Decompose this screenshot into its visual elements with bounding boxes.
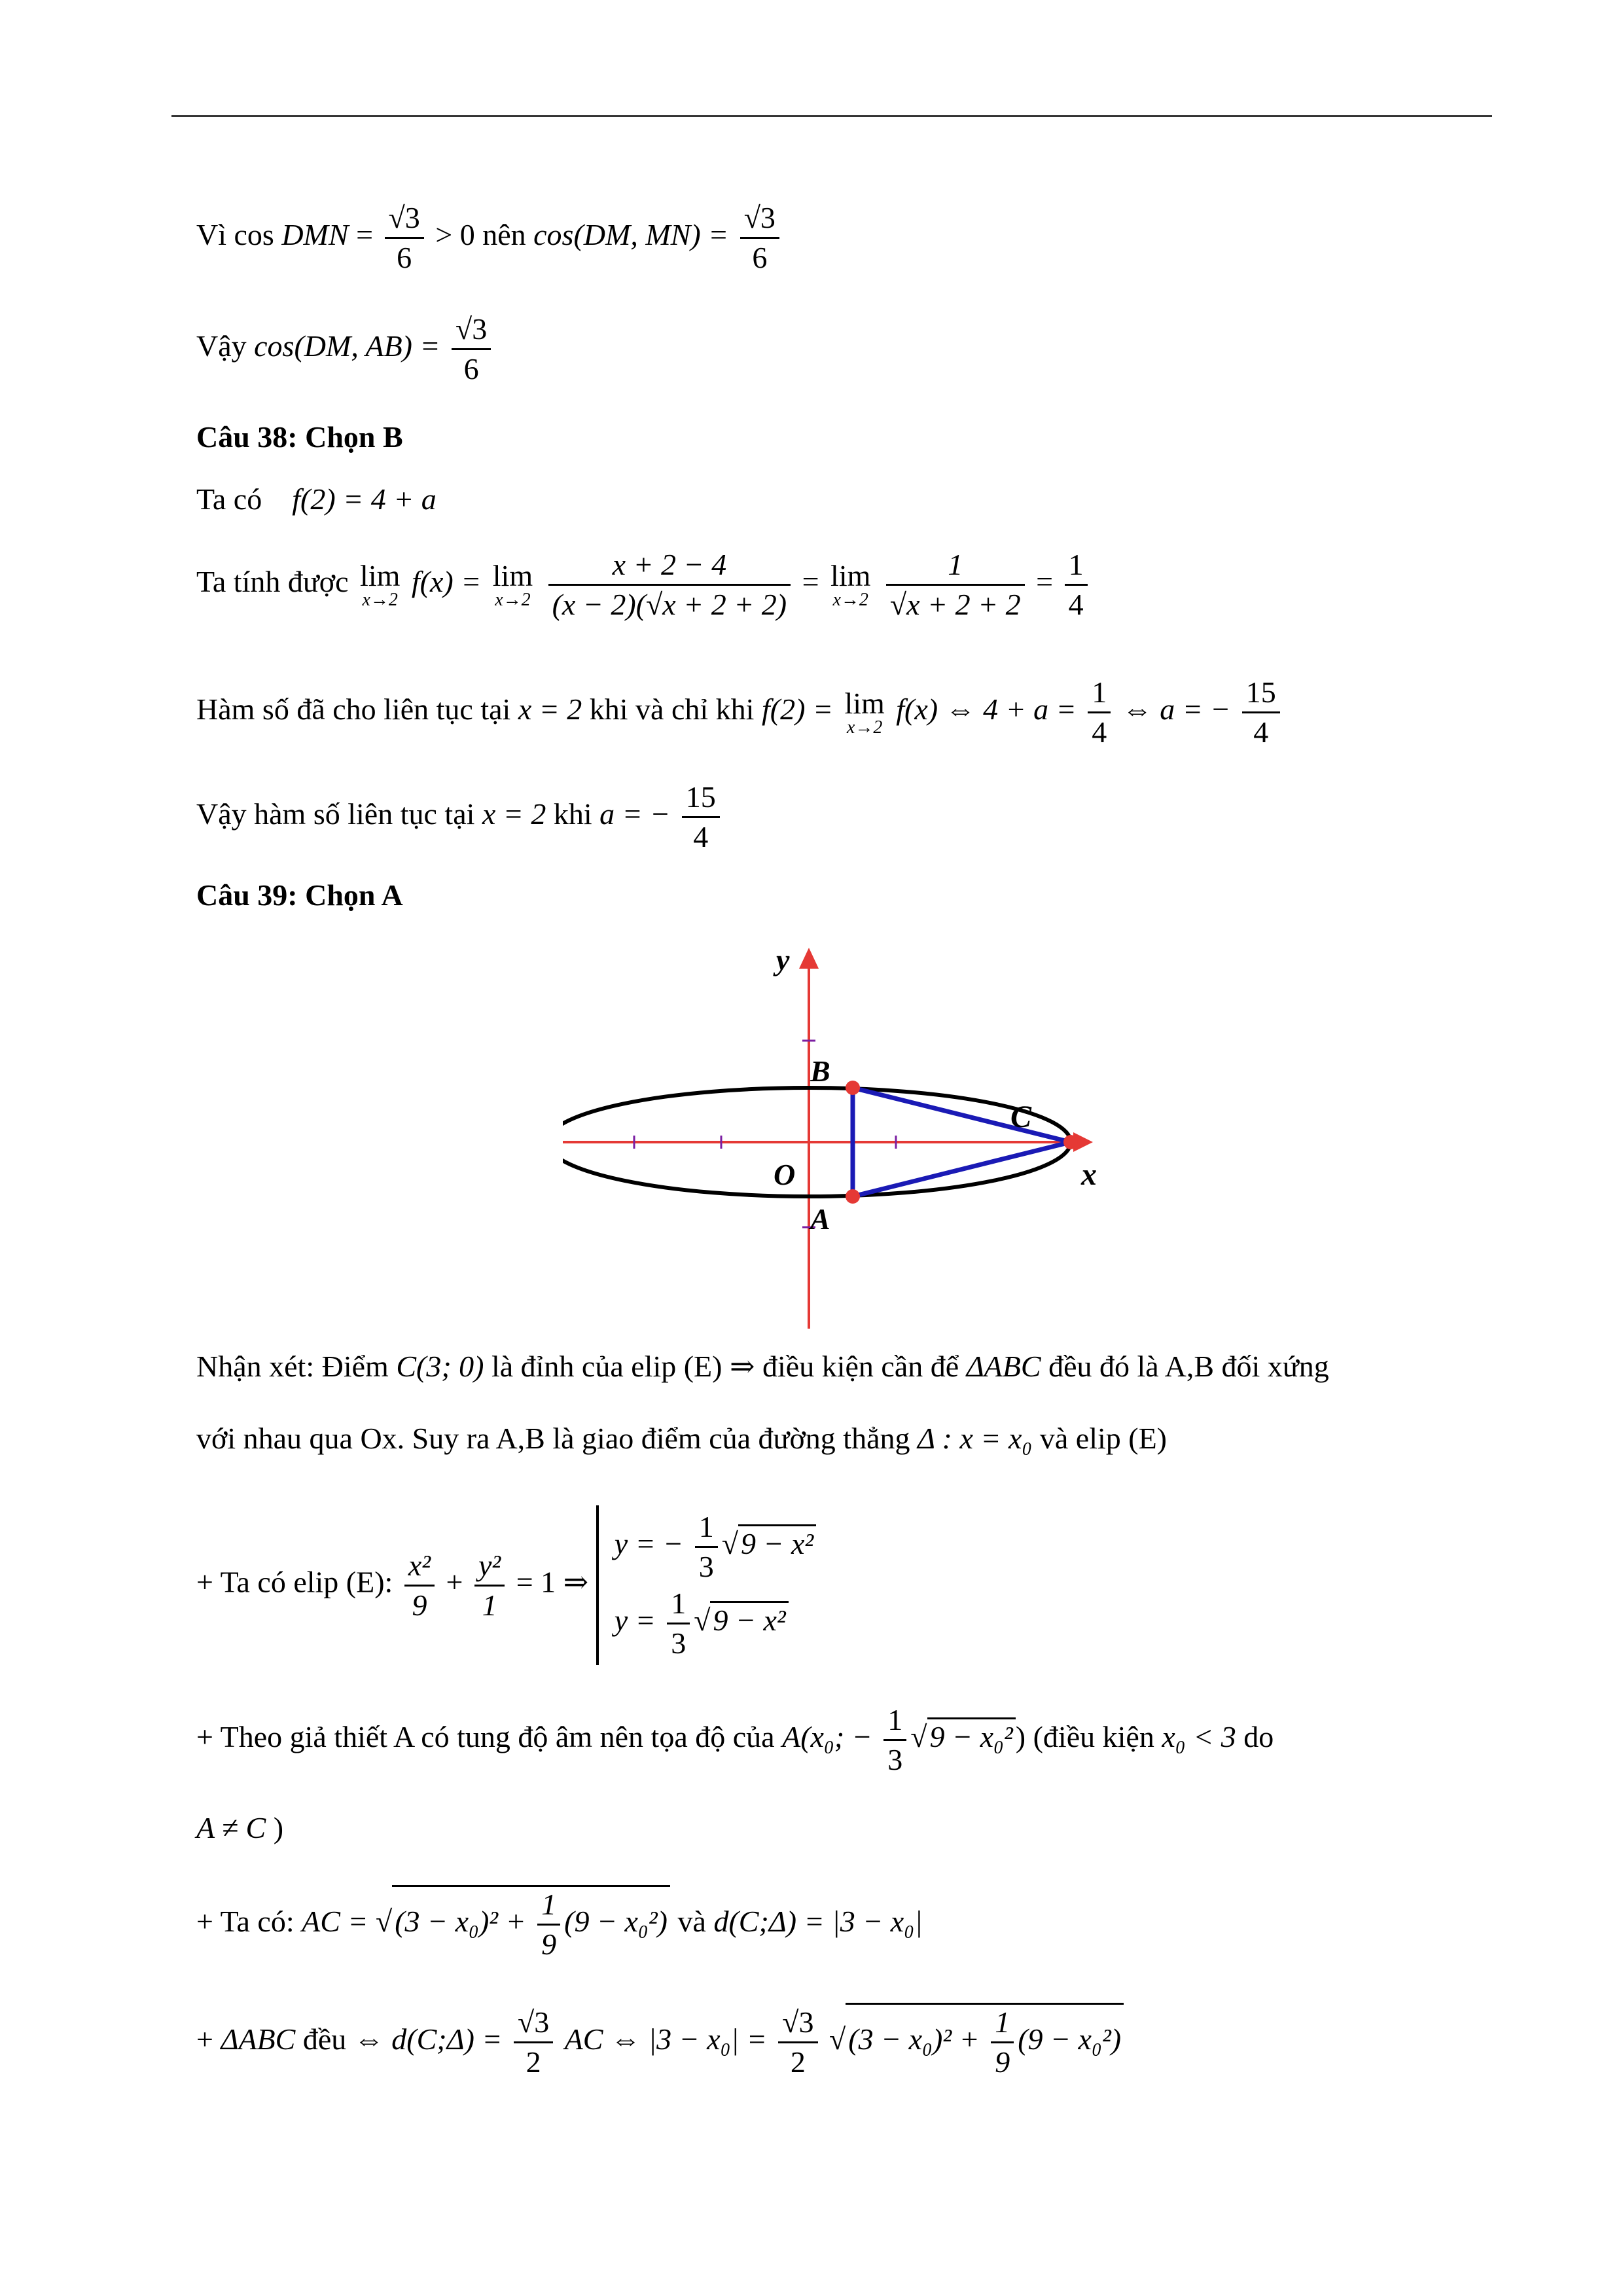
- system-row: y = $\frac{1}{3}$ √9 − x²: [615, 1588, 817, 1659]
- point-a: [846, 1189, 860, 1204]
- text: y =: [614, 1604, 656, 1638]
- text: > 0: [435, 218, 475, 252]
- radicand: [846, 2003, 1124, 2077]
- text: Δ : x = x₀: [918, 1422, 1033, 1455]
- text: =: [802, 565, 819, 599]
- text: và: [677, 1905, 706, 1939]
- fraction: [452, 314, 491, 384]
- fraction: [740, 203, 779, 273]
- text: x = 2: [518, 692, 582, 726]
- fraction: [883, 1705, 906, 1775]
- numerator: 1: [886, 550, 1025, 586]
- lim-text: lim: [844, 686, 885, 720]
- text: =: [1036, 565, 1054, 599]
- numerator: √3: [514, 2007, 553, 2043]
- text: điều kiện cần để: [762, 1350, 959, 1383]
- text: là đỉnh của elip (E): [491, 1350, 722, 1383]
- line-point-a: + Theo giả thiết A có tung độ âm nên tọa độ của A(x₀; − $\frac{1}{3}$ √9 − x₀²) (điều kiện x₀ < 3 do: [196, 1703, 1274, 1776]
- text: Vậy hàm số liên tục tại: [196, 797, 475, 831]
- text: + Ta có elip (E):: [196, 1565, 393, 1599]
- denominator: 9: [412, 1588, 427, 1622]
- text: f(x) ⇔ 4 + a =: [896, 692, 1077, 726]
- numerator: x + 2 − 4: [548, 550, 791, 586]
- text: đều đó là A,B đối xứng: [1048, 1350, 1329, 1383]
- numerator: 1: [1065, 550, 1088, 586]
- text: y = −: [614, 1527, 684, 1561]
- line-continuity: [196, 677, 1284, 747]
- lim-sub: x→2: [832, 589, 868, 610]
- line-vay-cos: [196, 314, 495, 384]
- numerator: x²: [404, 1551, 435, 1587]
- text: Nhận xét: Điểm: [196, 1350, 389, 1383]
- label-a: A: [810, 1202, 830, 1236]
- text: (điều kiện: [1033, 1720, 1154, 1754]
- label-c: C: [1010, 1100, 1032, 1134]
- question-38-heading: Câu 38: Chọn B: [196, 420, 403, 454]
- text: ⇒: [729, 1350, 755, 1383]
- text: ): [1015, 1720, 1026, 1754]
- origin-label: O: [774, 1158, 796, 1191]
- numerator: √3: [740, 203, 779, 239]
- text: Ta tính được: [196, 565, 349, 599]
- denominator: 3: [671, 1626, 687, 1660]
- x-label: x: [1081, 1157, 1097, 1192]
- text: (9 − x₀²): [564, 1905, 668, 1939]
- system-row: y = − $\frac{1}{3}$ √9 − x²: [615, 1512, 817, 1582]
- numerator: 1: [537, 1890, 560, 1926]
- text: + Ta có:: [196, 1905, 294, 1939]
- text: d(C;Δ) = |3 − x₀|: [713, 1905, 923, 1939]
- numerator: 1: [667, 1588, 690, 1624]
- ellipse-figure: [563, 942, 1099, 1335]
- text: cos: [234, 218, 274, 252]
- text: ): [273, 1811, 284, 1844]
- text: AC =: [302, 1905, 368, 1939]
- point-b: [846, 1081, 860, 1095]
- numerator: √3: [452, 314, 491, 350]
- header-rule: [171, 115, 1492, 117]
- text: + Theo giả thiết A có tung độ âm nên tọa độ của: [196, 1720, 775, 1754]
- point-c: [1063, 1135, 1078, 1149]
- text: Vì: [196, 218, 226, 252]
- limit: [360, 558, 401, 610]
- radicand: 9 − x²: [710, 1601, 788, 1636]
- radicand: 9 − x²: [738, 1524, 816, 1559]
- fraction: [537, 1890, 560, 1960]
- fraction: [514, 2007, 553, 2077]
- text: DMN: [281, 218, 349, 252]
- limit: [492, 558, 533, 610]
- fraction: [991, 2007, 1014, 2077]
- text: khi: [553, 797, 592, 831]
- denominator: 4: [1092, 715, 1107, 749]
- denominator: (x − 2)(√x + 2 + 2): [552, 588, 787, 621]
- denominator: 9: [541, 1928, 557, 1961]
- label-b: B: [810, 1054, 830, 1088]
- lim-text: lim: [492, 558, 533, 592]
- text: f(2) = 4 + a: [292, 482, 437, 516]
- line-equilateral: + ΔABC đều ⇔ d(C;Δ) = $\frac{√3}{2}$ AC ⇔ |3 − x₀| = $\frac{√3}{2}$ √(3 − x₀)² + $\frac{1}{9}$ (9 − x₀²): [196, 2003, 1124, 2077]
- numerator: 1: [1088, 677, 1111, 713]
- fraction: [667, 1588, 690, 1659]
- text: A: [782, 1720, 801, 1754]
- denominator: 4: [1068, 588, 1084, 621]
- lim-sub: x→2: [846, 717, 883, 738]
- text: cos(DM, MN) =: [533, 218, 729, 252]
- numerator: 1: [991, 2007, 1014, 2043]
- lim-sub: x→2: [362, 589, 398, 610]
- text: ΔABC: [966, 1350, 1041, 1383]
- numerator: √3: [778, 2007, 817, 2043]
- numerator: 1: [883, 1705, 906, 1741]
- fraction: [385, 203, 424, 273]
- fraction: [474, 1548, 505, 1622]
- denominator: 6: [397, 241, 412, 274]
- text: (x₀; −: [800, 1720, 872, 1754]
- line-ac-distance: + Ta có: AC = √(3 − x₀)² + $\frac{1}{9}$ (9 − x₀²) và d(C;Δ) = |3 − x₀|: [196, 1885, 923, 1960]
- radicand: [392, 1885, 670, 1960]
- fraction: [1242, 677, 1280, 747]
- limit: [830, 558, 871, 610]
- numerator: 15: [682, 782, 720, 818]
- denominator: 3: [698, 1550, 714, 1583]
- text: ⇔ a = −: [1122, 692, 1231, 726]
- denominator: 4: [693, 820, 709, 853]
- numerator: 1: [695, 1512, 718, 1548]
- denominator: 1: [482, 1588, 497, 1622]
- question-39-heading: Câu 39: Chọn A: [196, 878, 403, 912]
- text: C(3; 0): [396, 1350, 484, 1383]
- text: A ≠ C: [196, 1811, 266, 1844]
- text: do: [1243, 1720, 1274, 1754]
- denominator: 6: [752, 241, 768, 274]
- text: a = −: [599, 797, 671, 831]
- y-axis-arrow-icon: [799, 948, 819, 969]
- text: Hàm số đã cho liên tục tại: [196, 692, 511, 726]
- line-f2: [196, 484, 437, 514]
- fraction: [682, 782, 720, 852]
- line-remark: [196, 1352, 1329, 1382]
- limit: [844, 686, 885, 738]
- denominator: 3: [887, 1743, 903, 1776]
- numerator: 15: [1242, 677, 1280, 713]
- text: khi và chỉ khi: [589, 692, 755, 726]
- numerator: √3: [385, 203, 424, 239]
- line-conclusion: [196, 782, 724, 852]
- text: với nhau qua Ox. Suy ra A,B là giao điểm của đường thẳng: [196, 1422, 910, 1455]
- text: AC ⇔ |3 − x₀| =: [564, 2022, 767, 2056]
- line-cos-dmn: Vì cos DMN = $\frac{√3}{6}$ > 0 nên cos(DM, MN) = $\frac{√3}{6}$: [196, 203, 783, 273]
- text: đều: [302, 2022, 347, 2056]
- text: (3 − x₀)² +: [848, 2022, 980, 2056]
- denominator: 2: [526, 2045, 541, 2079]
- text: cos(DM, AB) =: [254, 329, 440, 363]
- fraction: [778, 2007, 817, 2077]
- line-ellipse-equation: [196, 1505, 816, 1665]
- fraction: [1088, 677, 1111, 747]
- text: ⇔ d(C;Δ) =: [353, 2022, 503, 2056]
- text: x₀ < 3: [1162, 1720, 1236, 1754]
- text: (9 − x₀²): [1018, 2022, 1122, 2056]
- line-limit: [196, 550, 1092, 620]
- line-symmetry: [196, 1424, 1167, 1454]
- text: và elip (E): [1039, 1422, 1168, 1455]
- y-label: y: [776, 943, 790, 977]
- fraction: [404, 1548, 435, 1622]
- fraction: [548, 550, 791, 620]
- fraction: [1065, 550, 1088, 620]
- text: Vậy: [196, 329, 247, 363]
- text: (3 − x₀)² +: [395, 1905, 526, 1939]
- fraction: [886, 550, 1025, 620]
- denominator: √x + 2 + 2: [889, 588, 1021, 621]
- line-a-not-c: [196, 1813, 283, 1843]
- lim-sub: x→2: [495, 589, 531, 610]
- text: = 1 ⇒: [516, 1565, 589, 1599]
- radicand: 9 − x₀²: [927, 1717, 1016, 1752]
- text: Ta có: [196, 482, 262, 516]
- fraction: [695, 1512, 718, 1582]
- text: f(x) =: [411, 565, 482, 599]
- denominator: 4: [1253, 715, 1269, 749]
- denominator: 6: [463, 352, 479, 386]
- text: +: [446, 1565, 463, 1599]
- lim-text: lim: [360, 558, 401, 592]
- numerator: y²: [474, 1551, 505, 1587]
- text: ΔABC: [221, 2022, 296, 2056]
- text: nên: [482, 218, 526, 252]
- lim-text: lim: [830, 558, 871, 592]
- denominator: 2: [790, 2045, 806, 2079]
- equation-system: [596, 1505, 817, 1665]
- denominator: 9: [995, 2045, 1010, 2079]
- text: f(2) =: [761, 692, 833, 726]
- text: x = 2: [482, 797, 546, 831]
- text: +: [196, 2022, 213, 2056]
